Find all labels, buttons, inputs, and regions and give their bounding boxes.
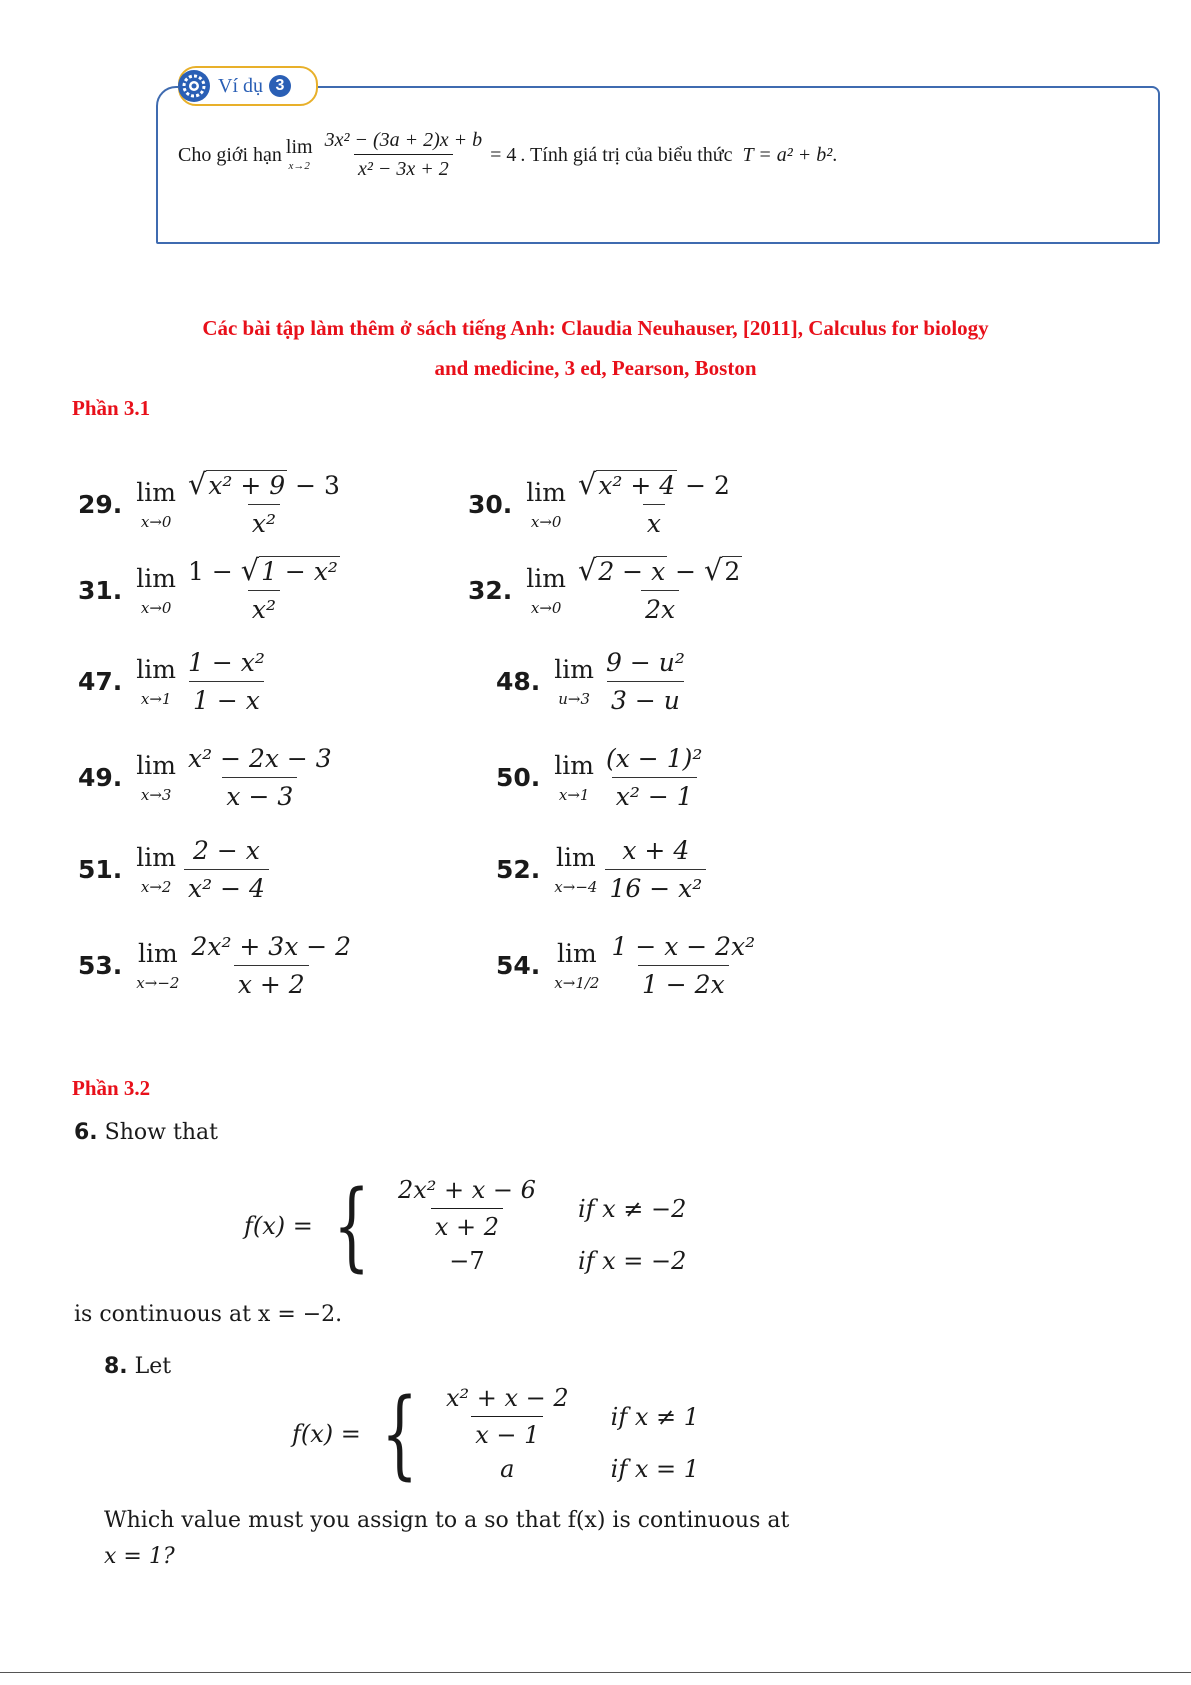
problem-8-question-line-2: x = 1?	[104, 1544, 175, 1569]
problem-29: 29. lim x→0 √ x² + 9 − 3 x²	[78, 467, 340, 538]
problem-47: 47. lim x→1 $\frac{\text{1 − x²}}{1 - x}$	[78, 648, 265, 715]
problem-51: 51. lim x→2 $\frac{2 - x}{\text{x² − 4}}$	[78, 836, 273, 903]
problem-32: 32. lim x→0 √ 2 − x − √ 2 2x	[468, 553, 741, 624]
fraction-denominator: x² − 3x + 2	[354, 154, 453, 179]
gear-icon	[176, 68, 212, 104]
problem-49: 49. lim x→3 $\frac{\text{x² − 2x − 3}}{x - 3}$	[78, 744, 332, 811]
left-brace: {	[381, 1377, 418, 1490]
problem-48: 48. lim u→3 $\frac{\text{9 − u²}}{3 - u}$	[496, 648, 685, 715]
problem-31: 31. lim x→0 1 − √ 1 − x² x²	[78, 553, 338, 624]
footer-rule	[0, 1672, 1191, 1673]
section-title-3-1: Phần 3.1	[72, 396, 151, 420]
example-suffix: . Tính giá trị của biểu thức	[520, 143, 733, 166]
problem-8-question-line-1: Which value must you assign to a so that f(x) is continuous at	[104, 1508, 790, 1533]
expression: T = a² + b²	[742, 143, 833, 166]
period: .	[832, 143, 838, 166]
problem-54: 54. lim x→1/2 $\frac{\text{1 − x − 2x²}}{1 - 2x}$	[496, 932, 756, 999]
example-label: Ví dụ	[218, 74, 263, 97]
limit-fraction	[321, 130, 487, 179]
problem-52: 52. lim x→−4 $\frac{x + 4}{\text{16 − x²}}$	[496, 836, 710, 903]
problem-6-intro: 6. Show that	[74, 1120, 218, 1145]
problem-6-piecewise: f(x) = { $\frac{\text{2x² + x − 6}}{x + 2}$ if x ≠ −2 −7 if x = −2	[244, 1169, 687, 1282]
equals-value: = 4	[490, 143, 517, 166]
heading-line-2: and medicine, 3 ed, Pearson, Boston	[434, 356, 757, 380]
example-tag	[178, 66, 318, 106]
example-statement	[178, 130, 837, 179]
fraction-numerator: 3x² − (3a + 2)x + b	[324, 129, 483, 151]
example-number: 3	[269, 75, 291, 97]
problem-8-piecewise: f(x) = { $\frac{\text{x² + x − 2}}{x - 1}$ if x ≠ 1 a if x = 1	[292, 1377, 700, 1490]
example-prefix: Cho giới hạn	[178, 143, 282, 166]
heading-line-1: Các bài tập làm thêm ở sách tiếng Anh: Claudia Neuhauser, [2011], Calculus for biology	[202, 316, 989, 340]
problem-8-intro: 8. Let	[104, 1354, 172, 1379]
problem-30: 30. lim x→0 √ x² + 4 − 2 x	[468, 467, 730, 538]
section-title-3-2: Phần 3.2	[72, 1076, 151, 1100]
left-brace: {	[333, 1169, 370, 1282]
limit-operator: lim x→2	[285, 136, 313, 172]
problem-53: 53. lim x→−2 $\frac{\text{2x² + 3x − 2}}{x + 2}$	[78, 932, 352, 999]
problem-50: 50. lim x→1 $\frac{\text{(x − 1)²}}{\text{x² − 1}}$	[496, 744, 703, 811]
problem-6-outro: is continuous at x = −2.	[74, 1302, 343, 1327]
